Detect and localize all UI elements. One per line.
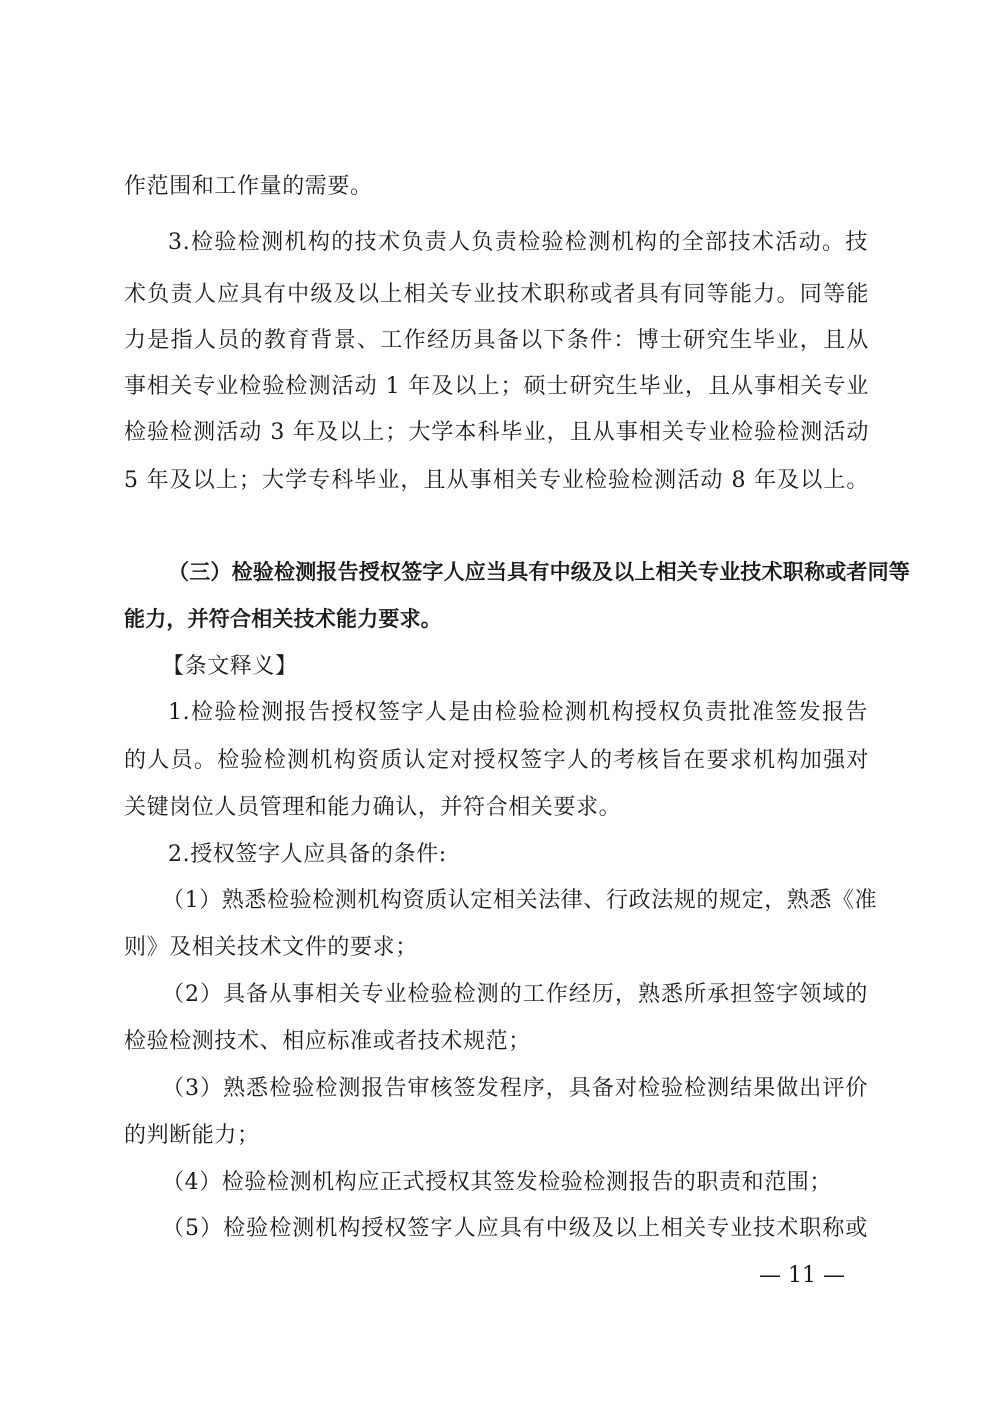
text-line: 力是指人员的教育背景、工作经历具备以下条件：博士研究生毕业，且从 — [124, 328, 869, 353]
list-item-2: （2）具备从事相关专业检验检测的工作经历，熟悉所承担签字领域的 — [162, 982, 868, 1007]
text-line: 的判断能力； — [124, 1123, 260, 1148]
paragraph-3-line: 3.检验检测机构的技术负责人负责检验检测机构的全部技术活动。技 — [168, 230, 868, 255]
text-line: 术负责人应具有中级及以上相关专业技术职称或者具有同等能力。同等能 — [124, 282, 869, 307]
text-line: 事相关专业检验检测活动 1 年及以上；硕士研究生毕业，且从事相关专业 — [124, 374, 869, 399]
text-line: 的人员。检验检测机构资质认定对授权签字人的考核旨在要求机构加强对 — [124, 748, 869, 773]
text-line: 5 年及以上；大学专科毕业，且从事相关专业检验检测活动 8 年及以上。 — [124, 468, 869, 493]
section-heading-3-cont: 能力，并符合相关技术能力要求。 — [124, 606, 442, 631]
list-item-4: （4）检验检测机构应正式授权其签发检验检测报告的职责和范围； — [162, 1170, 832, 1195]
list-item-3: （3）熟悉检验检测报告审核签发程序，具备对检验检测结果做出评价 — [162, 1076, 868, 1101]
paragraph-1-line: 1.检验检测报告授权签字人是由检验检测机构授权负责批准签发报告 — [168, 700, 868, 725]
text-line: 作范围和工作量的需要。 — [124, 174, 373, 199]
text-line: 关键岗位人员管理和能力确认，并符合相关要求。 — [124, 795, 622, 820]
text-line: 则》及相关技术文件的要求； — [124, 935, 418, 960]
list-item-5: （5）检验检测机构授权签字人应具有中级及以上相关专业技术职称或 — [162, 1216, 868, 1241]
interpretation-label: 【条文释义】 — [162, 654, 298, 679]
paragraph-2-line: 2.授权签字人应具备的条件: — [168, 842, 447, 867]
list-item-1: （1）熟悉检验检测机构资质认定相关法律、行政法规的规定，熟悉《准 — [162, 888, 878, 913]
section-heading-3: （三）检验检测报告授权签字人应当具有中级及以上相关专业技术职称或者同等 — [168, 559, 910, 584]
text-line: 检验检测活动 3 年及以上；大学本科毕业，且从事相关专业检验检测活动 — [124, 420, 869, 445]
text-line: 检验检测技术、相应标准或者技术规范； — [124, 1029, 531, 1054]
page-number: — 11 — — [759, 1263, 845, 1288]
